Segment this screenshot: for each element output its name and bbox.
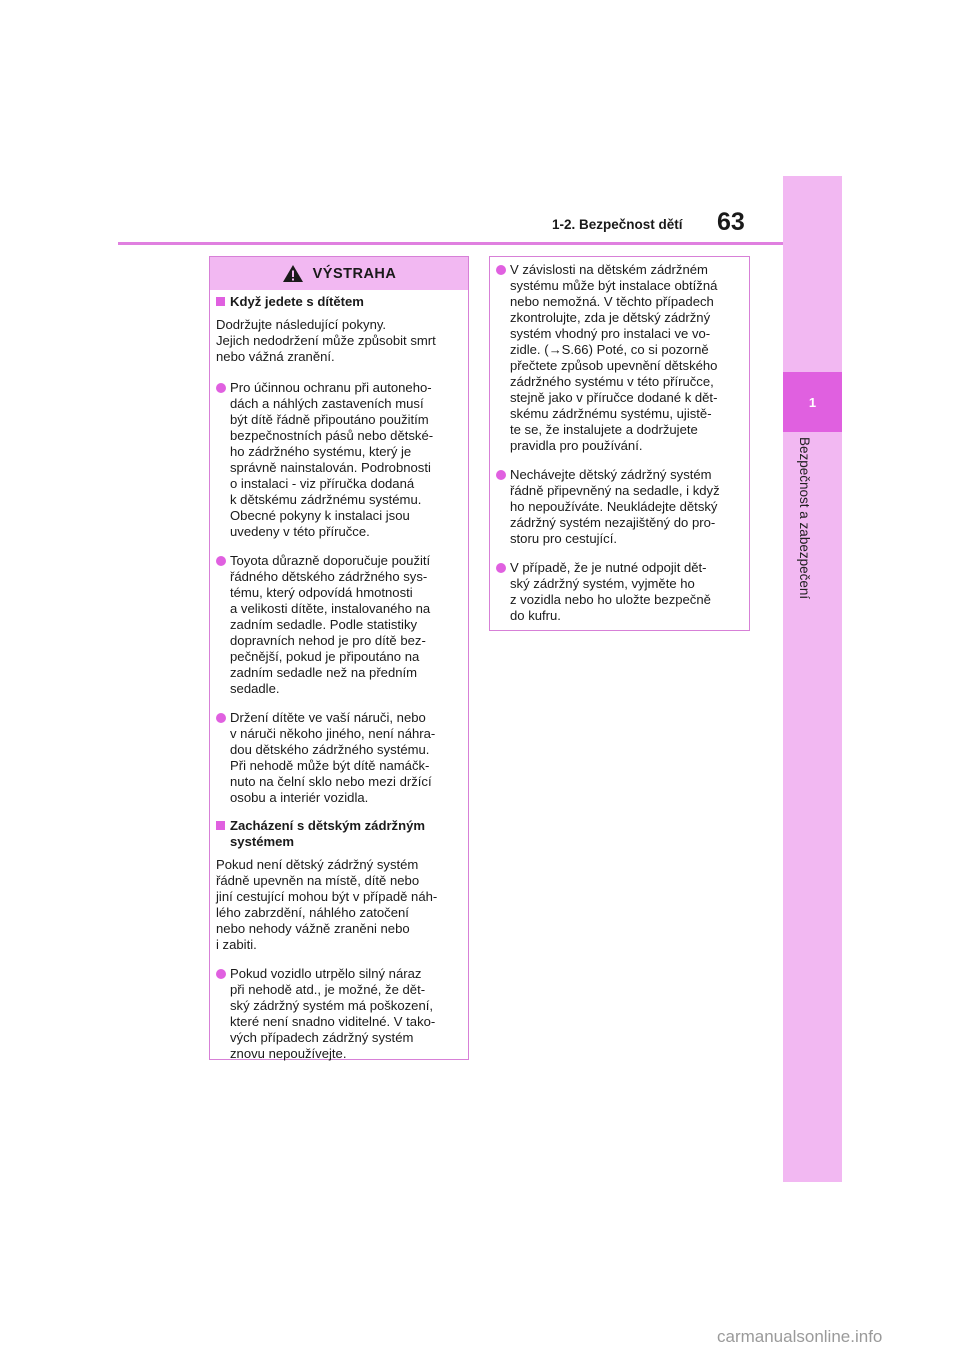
list-item xyxy=(216,380,460,540)
warning-triangle-icon xyxy=(282,264,304,283)
list-item xyxy=(216,553,460,697)
chapter-number-tab xyxy=(783,372,842,432)
list-item xyxy=(496,262,741,454)
round-bullet-icon xyxy=(216,969,226,979)
subheading-text: Když jedete s dítětem xyxy=(230,294,364,309)
subheading-restraint xyxy=(216,818,460,850)
warning-body xyxy=(210,290,468,1062)
list-item-text: Toyota důrazně doporučuje použití řádného dětského zádržného sys- tému, který odpovídá hmotnosti a velikosti dítěte, instalovaného na zadním sedadle. Podle statistiky dopravních nehod je pro dítě bez- pečnější, pokud je připoutáno na zadním sedadle než na předním sedadle. xyxy=(230,553,431,696)
list-item-text: V případě, že je nutné odpojit dět- ský zádržný systém, vyjměte ho z vozidla nebo ho uložte bezpečně do kufru. xyxy=(510,560,711,623)
warning-body-continued xyxy=(490,257,749,624)
list-item-text: Držení dítěte ve vaší náruči, nebo v náruči někoho jiného, není náhra- dou dětského zádržného systému. Při nehodě může být dítě namáčk- nuto na čelní sklo nebo mezi držící osobu a interiér vozidla. xyxy=(230,710,436,805)
warning-box xyxy=(209,256,469,1060)
list-item-text: Pro účinnou ochranu při autoneho- dách a náhlých zastaveních musí být dítě řádně připoutáno použitím bezpečnostních pásů nebo dětské- ho zádržného systému, který je správně nainstalován. Podrobnosti o instalaci - viz příručka dodaná k dětskému zádržnému systému. Obecné pokyny k instalaci jsou uvedeny v této příručce. xyxy=(230,380,434,539)
list-item-text: Nechávejte dětský zádržný systém řádně připevněný na sedadle, i když ho nepoužíváte. Neukládejte dětský zádržný systém nezajištěný do pro- storu pro cestující. xyxy=(510,467,720,546)
warning-box-continued xyxy=(489,256,750,631)
page-number: 63 xyxy=(717,208,745,236)
list-item xyxy=(216,710,460,806)
subheading-text: Zacházení s dětským zádržným systémem xyxy=(230,818,426,849)
round-bullet-icon xyxy=(216,383,226,393)
list-item-text: Pokud vozidlo utrpělo silný náraz při nehodě atd., je možné, že dět- ský zádržný systém má poškození, které není snadno viditelné. V tako- vých případech zádržný systém znovu nepoužívejte. xyxy=(230,966,436,1061)
warning-title: VÝSTRAHA xyxy=(312,265,397,282)
side-tab xyxy=(783,176,842,1182)
section-title: 1-2. Bezpečnost dětí xyxy=(552,217,683,232)
chapter-number: 1 xyxy=(808,394,817,410)
list-item xyxy=(496,467,741,547)
round-bullet-icon xyxy=(496,563,506,573)
list-item xyxy=(496,560,741,624)
instruction-text: Dodržujte následující pokyny. Jejich nedodržení může způsobit smrt nebo vážná zranění. xyxy=(216,317,436,364)
subheading-with-child xyxy=(216,294,460,310)
round-bullet-icon xyxy=(216,556,226,566)
warning-header xyxy=(210,257,468,290)
square-bullet-icon xyxy=(216,297,225,306)
list-item xyxy=(216,966,460,1062)
header-divider xyxy=(118,242,783,245)
round-bullet-icon xyxy=(216,713,226,723)
chapter-label: Bezpečnost a zabezpečení xyxy=(797,437,812,600)
list-item-text: V závislosti na dětském zádržném systému může být instalace obtížná nebo nemožná. V těchto případech zkontrolujte, zda je dětský zádržný systém vhodný pro instalaci ve vo- zidle. (→S.66) Poté, co si pozorně přečtete způsob upevnění dětského zádržného systému v této příručce, stejně jako v příručce dodané k dět- skému zádržnému systému, ujistě- te se, že instalujete a dodržujete pravidla pro používání. xyxy=(510,262,718,453)
watermark: carmanualsonline.info xyxy=(717,1327,883,1346)
round-bullet-icon xyxy=(496,265,506,275)
square-bullet-icon xyxy=(216,821,225,830)
round-bullet-icon xyxy=(496,470,506,480)
instruction-text: Pokud není dětský zádržný systém řádně upevněn na místě, dítě nebo jiní cestující mohou být v případě náh- lého zabrzdění, náhlého zatočení nebo nehody vážně zraněni nebo i zabiti. xyxy=(216,857,438,952)
